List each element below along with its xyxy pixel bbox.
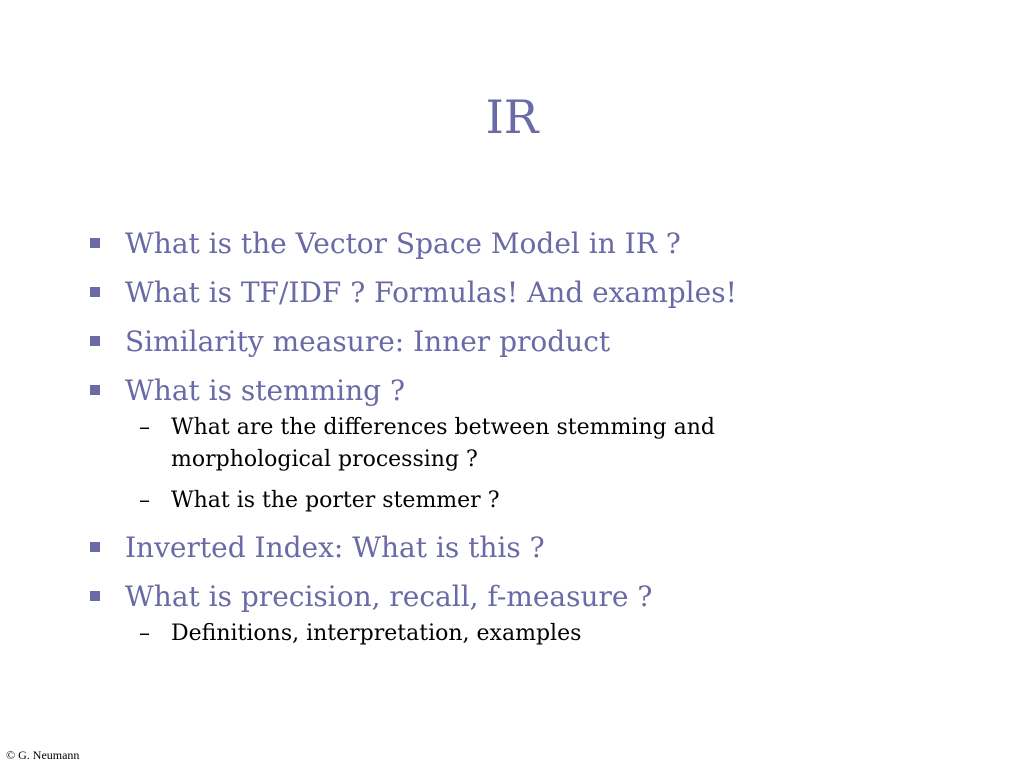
square-bullet-icon bbox=[90, 336, 100, 346]
square-bullet-icon bbox=[90, 238, 100, 248]
sub-bullet-text: Definitions, interpretation, examples bbox=[171, 621, 582, 646]
bullet-text: What is the Vector Space Model in IR ? bbox=[125, 227, 681, 260]
sub-bullet-item bbox=[133, 412, 851, 476]
bullet-text: What is TF/IDF ? Formulas! And examples! bbox=[125, 276, 737, 309]
bullet-item bbox=[88, 579, 988, 650]
square-bullet-icon bbox=[90, 385, 100, 395]
square-bullet-icon bbox=[90, 542, 100, 552]
bullet-text: What is stemming ? bbox=[125, 374, 405, 407]
bullet-item bbox=[88, 373, 988, 517]
bullet-item bbox=[88, 275, 988, 311]
dash-bullet-icon: – bbox=[139, 621, 150, 646]
bullet-text: Similarity measure: Inner product bbox=[125, 325, 611, 358]
square-bullet-icon bbox=[90, 591, 100, 601]
sub-bullet-item bbox=[133, 618, 851, 650]
sub-bullet-item bbox=[133, 485, 851, 517]
bullet-list bbox=[88, 226, 988, 663]
sub-bullet-list bbox=[133, 618, 988, 650]
sub-bullet-text: What is the porter stemmer ? bbox=[171, 488, 500, 513]
bullet-item bbox=[88, 530, 988, 566]
bullet-item bbox=[88, 226, 988, 262]
sub-bullet-text: What are the differences between stemming and morphological processing ? bbox=[171, 415, 715, 472]
dash-bullet-icon: – bbox=[139, 488, 150, 513]
sub-bullet-list bbox=[133, 412, 988, 517]
copyright-footer: © G. Neumann bbox=[6, 748, 80, 762]
square-bullet-icon bbox=[90, 287, 100, 297]
bullet-text: What is precision, recall, f-measure ? bbox=[125, 580, 653, 613]
bullet-item bbox=[88, 324, 988, 360]
bullet-text: Inverted Index: What is this ? bbox=[125, 531, 545, 564]
slide-title: IR bbox=[485, 90, 539, 144]
dash-bullet-icon: – bbox=[139, 415, 150, 440]
